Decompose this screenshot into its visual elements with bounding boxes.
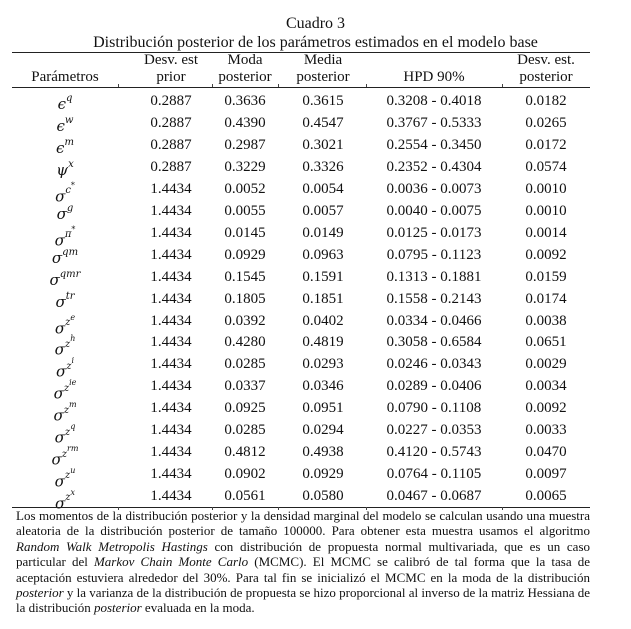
- superscript-text: z: [65, 492, 71, 504]
- cell-prior-sd: 0.2887: [150, 93, 192, 109]
- cell-hpd: 0.0467 - 0.0687: [386, 488, 482, 505]
- cell-hpd: 0.3767 - 0.5333: [386, 114, 482, 131]
- nested-superscript: x: [70, 488, 76, 498]
- table-row: [0, 397, 631, 425]
- cell-hpd: 0.0795 - 0.1123: [386, 246, 482, 263]
- column-tick: [366, 84, 367, 87]
- cell-post-sd: 0.0029: [525, 356, 567, 373]
- cell-post-sd: 0.0265: [525, 114, 567, 131]
- parameter-symbol: σ: [51, 248, 63, 267]
- cell-hpd: 0.3058 - 0.6584: [386, 334, 482, 351]
- cell-post-sd: 0.0010: [525, 180, 567, 197]
- cell-post-sd: 0.0172: [525, 136, 567, 153]
- table-row: [0, 353, 631, 381]
- cell-hpd: 0.2554 - 0.3450: [386, 136, 482, 153]
- cell-post-sd: 0.0097: [525, 466, 567, 483]
- header-line1: [12, 52, 118, 69]
- cell-mode: 0.4812: [224, 444, 266, 461]
- parameter-symbol: ϵ: [56, 138, 65, 157]
- superscript-text: x: [68, 158, 74, 170]
- cell-mean: 0.0951: [302, 400, 344, 417]
- cell-mode: 0.1545: [224, 268, 266, 285]
- cell-post-sd: 0.0574: [525, 158, 567, 175]
- header-prior-sd: [130, 52, 212, 86]
- table-caption-title: Distribución posterior de los parámetros estimados en el modelo base: [93, 34, 538, 51]
- superscript-text: tr: [65, 290, 75, 302]
- superscript-text: z: [65, 316, 71, 328]
- parameter-superscript: [65, 180, 75, 197]
- cell-post-sd: 0.0033: [525, 422, 567, 439]
- cell-mode: 0.0052: [224, 180, 266, 197]
- table-row: [0, 463, 631, 491]
- cell-hpd: 0.0334 - 0.0466: [386, 312, 482, 329]
- cell-mode: 0.0392: [224, 312, 266, 329]
- cell-prior-sd: 1.4434: [150, 466, 192, 483]
- cell-mean: 0.0057: [302, 202, 344, 219]
- header-parametros: [12, 52, 118, 86]
- cell-hpd: 0.0227 - 0.0353: [386, 422, 482, 439]
- table-row: [0, 244, 631, 266]
- cell-hpd: 0.0246 - 0.0343: [386, 356, 482, 373]
- cell-mode: 0.3636: [224, 93, 266, 109]
- parameter-symbol: σ: [54, 472, 65, 491]
- cell-prior-sd: 1.4434: [150, 444, 192, 461]
- table-row: [0, 419, 631, 447]
- cell-mean: 0.0963: [302, 246, 344, 263]
- header-line1: [366, 52, 502, 69]
- cell-mean: 0.4547: [302, 114, 344, 131]
- nested-superscript: u: [70, 466, 76, 476]
- parameter-symbol: σ: [54, 318, 66, 337]
- footnote-text: (MCMC). El MCMC se calibró de tal forma que la tasa de aceptación estuviera alrededor del 30%. Para tal fin se inicializó el MCMC en la moda de la distribución: [16, 554, 591, 585]
- header-post-sd: [502, 52, 590, 86]
- nested-superscript: ie: [69, 378, 77, 388]
- footnote-italic-term: Markov Chain Monte Carlo: [93, 554, 249, 570]
- cell-prior-sd: 1.4434: [150, 422, 192, 439]
- table-caption-number: Cuadro 3: [285, 15, 346, 32]
- cell-mean: 0.0580: [302, 488, 344, 505]
- cell-mean: 0.0149: [302, 224, 344, 241]
- cell-hpd: 0.0040 - 0.0075: [386, 202, 482, 219]
- header-line2: posterior: [519, 69, 573, 85]
- cell-mean: 0.3326: [302, 158, 344, 175]
- superscript-text: g: [66, 202, 74, 214]
- nested-superscript: *: [71, 224, 76, 234]
- cell-mean: 0.0294: [302, 422, 344, 439]
- cell-post-sd: 0.0092: [525, 246, 567, 263]
- column-tick: [212, 84, 213, 87]
- header-line1: Moda: [227, 52, 263, 68]
- parameter-symbol: σ: [54, 231, 65, 250]
- column-tick: [118, 84, 119, 87]
- cell-mode: 0.0902: [224, 466, 266, 483]
- header-line2: prior: [156, 69, 186, 85]
- cell-post-sd: 0.0174: [525, 290, 567, 307]
- parameter-symbol: ϵ: [57, 95, 66, 113]
- superscript-text: qmr: [59, 268, 81, 280]
- cell-prior-sd: 1.4434: [150, 488, 192, 505]
- header-line2: Parámetros: [31, 69, 99, 85]
- cell-mode: 0.0285: [224, 422, 266, 439]
- nested-superscript: q: [70, 422, 76, 432]
- parameter-superscript: [66, 93, 72, 104]
- cell-hpd: 0.0764 - 0.1105: [386, 466, 482, 483]
- cell-prior-sd: 1.4434: [150, 246, 192, 263]
- parameter-symbol: σ: [49, 270, 60, 289]
- superscript-text: qm: [62, 246, 79, 258]
- cell-prior-sd: 1.4434: [150, 334, 192, 351]
- table-row: [0, 266, 631, 288]
- cell-mode: 0.0925: [224, 400, 266, 417]
- parameter-symbol: σ: [55, 187, 66, 206]
- cell-prior-sd: 1.4434: [150, 378, 192, 395]
- cell-prior-sd: 0.2887: [150, 114, 192, 131]
- cell-prior-sd: 1.4434: [150, 356, 192, 373]
- parameter-superscript: [60, 269, 81, 280]
- parameter-superscript: [62, 247, 78, 258]
- cell-prior-sd: 1.4434: [150, 224, 192, 241]
- parameter-symbol: σ: [53, 406, 64, 425]
- nested-superscript: m: [68, 400, 77, 410]
- table-row: [0, 156, 631, 178]
- superscript-text: z: [64, 470, 71, 482]
- superscript-text: z: [66, 360, 72, 372]
- cell-mode: 0.0929: [224, 246, 266, 263]
- parameter-symbol: ϵ: [56, 116, 65, 135]
- superscript-text: w: [64, 114, 74, 126]
- cell-post-sd: 0.0065: [525, 488, 567, 505]
- table-row: [0, 134, 631, 156]
- parameter-superscript: [66, 356, 75, 372]
- header-mode: [212, 52, 278, 86]
- table-row: [0, 288, 631, 310]
- cell-mode: 0.0285: [224, 356, 266, 373]
- column-tick: [278, 84, 279, 87]
- cell-hpd: 0.1558 - 0.2143: [386, 290, 482, 307]
- superscript-text: q: [66, 93, 73, 104]
- cell-mean: 0.0402: [302, 312, 344, 329]
- cell-prior-sd: 1.4434: [150, 290, 192, 307]
- parameter-symbol: σ: [55, 292, 66, 311]
- header-line1: Media: [303, 52, 343, 68]
- cell-mean: 0.3615: [302, 93, 344, 109]
- nested-superscript: h: [70, 334, 76, 344]
- cell-hpd: 0.2352 - 0.4304: [386, 158, 482, 175]
- parameter-superscript: [66, 291, 75, 302]
- superscript-text: c: [65, 185, 71, 197]
- superscript-text: z: [63, 382, 70, 394]
- parameter-symbol: σ: [53, 384, 64, 403]
- table-row: [0, 375, 631, 403]
- parameter-superscript: [64, 466, 76, 482]
- parameter-superscript: [64, 224, 76, 241]
- cell-post-sd: 0.0651: [525, 334, 567, 351]
- cell-post-sd: 0.0014: [525, 224, 567, 241]
- superscript-text: z: [64, 426, 71, 438]
- cell-post-sd: 0.0010: [525, 202, 567, 219]
- cell-hpd: 0.0790 - 0.1108: [386, 400, 482, 417]
- cell-prior-sd: 0.2887: [150, 158, 192, 175]
- parameter-superscript: [64, 422, 76, 438]
- cell-hpd: 0.1313 - 0.1881: [386, 268, 482, 285]
- nested-superscript: *: [70, 180, 75, 190]
- table-row: [0, 441, 631, 469]
- table-row: [0, 90, 631, 112]
- parameter-symbol: σ: [55, 362, 67, 381]
- header-line1: Desv. est: [143, 52, 199, 68]
- parameter-superscript: [64, 334, 76, 350]
- table-row: [0, 200, 631, 222]
- table-row: [0, 485, 631, 513]
- cell-post-sd: 0.0034: [525, 378, 567, 395]
- cell-mode: 0.0055: [224, 202, 266, 219]
- table-footnote: [16, 508, 590, 616]
- superscript-text: π: [64, 229, 72, 241]
- superscript-text: z: [61, 448, 68, 460]
- cell-post-sd: 0.0470: [525, 444, 567, 461]
- nested-superscript: rm: [67, 444, 79, 454]
- cell-prior-sd: 1.4434: [150, 268, 192, 285]
- table-row: [0, 222, 631, 250]
- cell-post-sd: 0.0182: [525, 93, 567, 109]
- cell-mode: 0.2987: [224, 136, 266, 153]
- footnote-italic-term: posterior: [94, 600, 142, 616]
- parameter-symbol: ψ: [56, 160, 69, 179]
- parameter-superscript: [65, 312, 76, 328]
- cell-mode: 0.4280: [224, 334, 266, 351]
- cell-hpd: 0.0036 - 0.0073: [386, 180, 482, 197]
- cell-mean: 0.0346: [302, 378, 344, 395]
- parameter-superscript: [61, 444, 79, 460]
- cell-mode: 0.0561: [224, 488, 266, 505]
- column-tick: [502, 84, 503, 87]
- parameter-superscript: [63, 378, 77, 394]
- cell-prior-sd: 1.4434: [150, 312, 192, 329]
- cell-hpd: 0.0125 - 0.0173: [386, 224, 482, 241]
- cell-prior-sd: 1.4434: [150, 180, 192, 197]
- footnote-italic-term: posterior: [16, 585, 64, 601]
- cell-post-sd: 0.0092: [525, 400, 567, 417]
- cell-mode: 0.4390: [224, 114, 266, 131]
- cell-mean: 0.4819: [302, 334, 344, 351]
- header-line2: HPD 90%: [403, 69, 465, 85]
- cell-mode: 0.3229: [224, 158, 266, 175]
- table-row: [0, 310, 631, 337]
- cell-prior-sd: 1.4434: [150, 202, 192, 219]
- cell-hpd: 0.3208 - 0.4018: [386, 93, 482, 109]
- cell-mode: 0.1805: [224, 290, 266, 307]
- parameter-superscript: [64, 137, 73, 148]
- cell-hpd: 0.0289 - 0.0406: [386, 378, 482, 395]
- cell-post-sd: 0.0038: [525, 312, 567, 329]
- cell-mean: 0.0293: [302, 356, 344, 373]
- footnote-text: y la varianza de la distribución de propuesta se hizo proporcional al inverso de la matriz Hessiana de la distribución: [16, 585, 590, 616]
- superscript-text: z: [63, 404, 69, 416]
- nested-superscript: e: [70, 312, 76, 322]
- parameter-symbol: σ: [54, 340, 65, 359]
- parameter-superscript: [63, 400, 77, 416]
- parameter-superscript: [65, 488, 76, 504]
- cell-prior-sd: 0.2887: [150, 136, 192, 153]
- footnote-text: evaluada en la moda.: [141, 600, 255, 616]
- footnote-italic-term: Random Walk Metropolis Hastings: [16, 538, 208, 554]
- superscript-text: z: [64, 338, 71, 350]
- cell-mean: 0.3021: [302, 136, 344, 153]
- header-line2: posterior: [218, 69, 272, 85]
- cell-mode: 0.0337: [224, 378, 266, 395]
- header-hpd: [366, 52, 502, 86]
- cell-post-sd: 0.0159: [525, 268, 567, 285]
- parameter-symbol: σ: [51, 450, 62, 469]
- parameter-symbol: σ: [56, 204, 67, 223]
- table-row: [0, 112, 631, 134]
- cell-mean: 0.1591: [302, 268, 344, 285]
- cell-mean: 0.1851: [302, 290, 344, 307]
- header-line1: Desv. est.: [517, 52, 575, 68]
- table-row: [0, 331, 631, 359]
- nested-superscript: i: [71, 356, 75, 366]
- cell-mean: 0.0929: [302, 466, 344, 483]
- table-row: [0, 178, 631, 206]
- parameter-superscript: [68, 159, 74, 170]
- table-header-rule: [12, 87, 590, 88]
- footnote-text: con distribución de propuesta normal multivariada, que es un caso particular del: [16, 538, 591, 570]
- footnote-text: Los momentos de la distribución posterior y la densidad marginal del modelo se calculan usando una muestra aleatoria de la distribución posterior de tamaño 100000. Para obtener esta muestra usamos el algoritmo: [16, 508, 590, 539]
- parameter-superscript: [67, 203, 73, 214]
- header-line2: posterior: [296, 69, 350, 85]
- header-mean: [280, 52, 366, 86]
- cell-mode: 0.0145: [224, 224, 266, 241]
- parameter-symbol: σ: [54, 494, 66, 513]
- superscript-text: m: [64, 136, 74, 148]
- cell-mean: 0.4938: [302, 444, 344, 461]
- parameter-superscript: [65, 115, 74, 126]
- parameter-symbol: σ: [54, 428, 65, 447]
- cell-prior-sd: 1.4434: [150, 400, 192, 417]
- cell-mean: 0.0054: [302, 180, 344, 197]
- cell-hpd: 0.4120 - 0.5743: [386, 444, 482, 461]
